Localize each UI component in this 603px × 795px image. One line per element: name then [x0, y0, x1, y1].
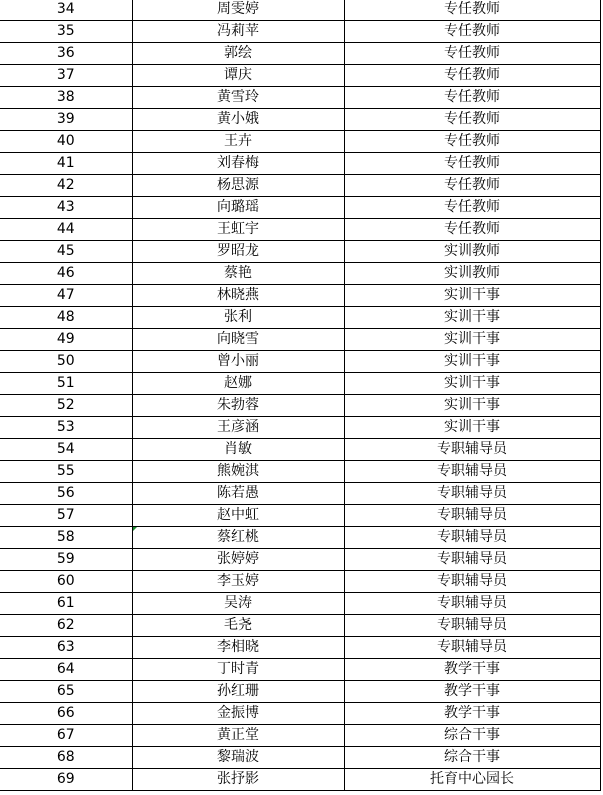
cell-name[interactable]: 黄小娥	[132, 109, 344, 131]
cell-no[interactable]: 40	[0, 131, 132, 153]
cell-no[interactable]: 57	[0, 505, 132, 527]
cell-name[interactable]: 蔡红桃	[132, 527, 344, 549]
cell-role[interactable]: 专任教师	[344, 0, 600, 21]
table-row	[0, 241, 600, 263]
cell-role[interactable]: 专职辅导员	[344, 549, 600, 571]
cell-name[interactable]: 向晓雪	[132, 329, 344, 351]
cell-no[interactable]: 67	[0, 725, 132, 747]
cell-name[interactable]: 冯莉苹	[132, 21, 344, 43]
table-row	[0, 197, 600, 219]
cell-role[interactable]: 专任教师	[344, 43, 600, 65]
cell-name[interactable]: 黎瑞波	[132, 747, 344, 769]
cell-role[interactable]: 教学干事	[344, 681, 600, 703]
cell-role[interactable]: 实训教师	[344, 263, 600, 285]
table-row	[0, 637, 600, 659]
cell-role[interactable]: 专任教师	[344, 175, 600, 197]
table-row	[0, 703, 600, 725]
cell-role[interactable]: 实训教师	[344, 241, 600, 263]
table-row	[0, 0, 600, 21]
cell-role[interactable]: 实训干事	[344, 395, 600, 417]
cell-name[interactable]: 肖敏	[132, 439, 344, 461]
cell-name[interactable]: 金振博	[132, 703, 344, 725]
table-row	[0, 571, 600, 593]
table-row	[0, 549, 600, 571]
table-row	[0, 109, 600, 131]
cell-name[interactable]: 朱勃蓉	[132, 395, 344, 417]
table-row	[0, 593, 600, 615]
cell-name[interactable]: 谭庆	[132, 65, 344, 87]
cell-role[interactable]: 专任教师	[344, 219, 600, 241]
table-row	[0, 65, 600, 87]
cell-no[interactable]: 65	[0, 681, 132, 703]
cell-name[interactable]: 王卉	[132, 131, 344, 153]
table-row	[0, 395, 600, 417]
cell-name[interactable]: 曾小丽	[132, 351, 344, 373]
cell-role[interactable]: 专职辅导员	[344, 439, 600, 461]
table-row	[0, 131, 600, 153]
table-row	[0, 351, 600, 373]
cell-no[interactable]: 47	[0, 285, 132, 307]
table-row	[0, 21, 600, 43]
cell-name[interactable]: 郭绘	[132, 43, 344, 65]
cell-no[interactable]: 55	[0, 461, 132, 483]
cell-no[interactable]: 38	[0, 87, 132, 109]
cell-name[interactable]: 向璐瑶	[132, 197, 344, 219]
cell-name[interactable]: 张利	[132, 307, 344, 329]
cell-role[interactable]: 专职辅导员	[344, 571, 600, 593]
table-row	[0, 659, 600, 681]
cell-name[interactable]: 毛尧	[132, 615, 344, 637]
table-row	[0, 461, 600, 483]
cell-no[interactable]: 42	[0, 175, 132, 197]
cell-no[interactable]: 48	[0, 307, 132, 329]
cell-no[interactable]: 44	[0, 219, 132, 241]
cell-role[interactable]: 专职辅导员	[344, 637, 600, 659]
table-row	[0, 153, 600, 175]
cell-no[interactable]: 46	[0, 263, 132, 285]
cell-role[interactable]: 专职辅导员	[344, 615, 600, 637]
cell-role[interactable]: 实训干事	[344, 285, 600, 307]
cell-name[interactable]: 丁时青	[132, 659, 344, 681]
cell-name[interactable]: 熊婉淇	[132, 461, 344, 483]
cell-no[interactable]: 62	[0, 615, 132, 637]
cell-role[interactable]: 专职辅导员	[344, 483, 600, 505]
table-row	[0, 769, 600, 791]
table-row	[0, 263, 600, 285]
cell-no[interactable]: 51	[0, 373, 132, 395]
cell-no[interactable]: 68	[0, 747, 132, 769]
cell-name[interactable]: 杨思源	[132, 175, 344, 197]
cell-no[interactable]: 56	[0, 483, 132, 505]
table-row	[0, 87, 600, 109]
cell-role[interactable]: 专职辅导员	[344, 505, 600, 527]
cell-role[interactable]: 专任教师	[344, 21, 600, 43]
cell-name[interactable]: 王虹宇	[132, 219, 344, 241]
cell-name[interactable]: 李玉婷	[132, 571, 344, 593]
cell-no[interactable]: 64	[0, 659, 132, 681]
cell-no[interactable]: 54	[0, 439, 132, 461]
cell-name[interactable]: 陈若愚	[132, 483, 344, 505]
cell-role[interactable]: 实训干事	[344, 307, 600, 329]
cell-name[interactable]: 孙红珊	[132, 681, 344, 703]
cell-no[interactable]: 59	[0, 549, 132, 571]
cell-name[interactable]: 刘春梅	[132, 153, 344, 175]
table-row	[0, 505, 600, 527]
table-row	[0, 417, 600, 439]
cell-comment-marker	[133, 527, 137, 531]
cell-name[interactable]: 张婷婷	[132, 549, 344, 571]
table-row	[0, 439, 600, 461]
table-row	[0, 329, 600, 351]
table-row	[0, 483, 600, 505]
table-row	[0, 747, 600, 769]
cell-name[interactable]: 黄雪玲	[132, 87, 344, 109]
cell-name[interactable]: 蔡艳	[132, 263, 344, 285]
cell-no[interactable]: 50	[0, 351, 132, 373]
table-row	[0, 681, 600, 703]
cell-role[interactable]: 实训干事	[344, 329, 600, 351]
cell-no[interactable]: 49	[0, 329, 132, 351]
cell-role[interactable]: 托育中心园长	[344, 769, 600, 791]
cell-no[interactable]: 52	[0, 395, 132, 417]
cell-no[interactable]: 58	[0, 527, 132, 549]
table-row	[0, 527, 600, 549]
table-row	[0, 615, 600, 637]
cell-name[interactable]: 吴涛	[132, 593, 344, 615]
cell-name[interactable]: 赵娜	[132, 373, 344, 395]
cell-no[interactable]: 63	[0, 637, 132, 659]
cell-name[interactable]: 张抒影	[132, 769, 344, 791]
table-row	[0, 43, 600, 65]
table-row	[0, 175, 600, 197]
cell-role[interactable]: 专任教师	[344, 197, 600, 219]
cell-name[interactable]: 王彦涵	[132, 417, 344, 439]
cell-role[interactable]: 实训干事	[344, 417, 600, 439]
table-row	[0, 285, 600, 307]
cell-role[interactable]: 专职辅导员	[344, 461, 600, 483]
cell-name[interactable]: 赵中虹	[132, 505, 344, 527]
cell-no[interactable]: 34	[0, 0, 132, 21]
cell-no[interactable]: 45	[0, 241, 132, 263]
cell-no[interactable]: 35	[0, 21, 132, 43]
cell-role[interactable]: 专任教师	[344, 131, 600, 153]
cell-no[interactable]: 69	[0, 769, 132, 791]
cell-role[interactable]: 专职辅导员	[344, 593, 600, 615]
cell-role[interactable]: 实训干事	[344, 351, 600, 373]
cell-name[interactable]: 黄正堂	[132, 725, 344, 747]
cell-no[interactable]: 36	[0, 43, 132, 65]
cell-role[interactable]: 教学干事	[344, 703, 600, 725]
table-row	[0, 373, 600, 395]
cell-role[interactable]: 专任教师	[344, 153, 600, 175]
cell-no[interactable]: 41	[0, 153, 132, 175]
cell-role[interactable]: 综合干事	[344, 725, 600, 747]
cell-role[interactable]: 专职辅导员	[344, 527, 600, 549]
cell-name[interactable]: 周雯婷	[132, 0, 344, 21]
cell-role[interactable]: 教学干事	[344, 659, 600, 681]
cell-name[interactable]: 林晓燕	[132, 285, 344, 307]
table-row	[0, 219, 600, 241]
cell-no[interactable]: 66	[0, 703, 132, 725]
cell-no[interactable]: 53	[0, 417, 132, 439]
cell-role[interactable]: 综合干事	[344, 747, 600, 769]
table-row	[0, 307, 600, 329]
cell-name[interactable]: 罗昭龙	[132, 241, 344, 263]
cell-no[interactable]: 61	[0, 593, 132, 615]
cell-no[interactable]: 39	[0, 109, 132, 131]
cell-role[interactable]: 实训干事	[344, 373, 600, 395]
cell-role[interactable]: 专任教师	[344, 87, 600, 109]
cell-no[interactable]: 60	[0, 571, 132, 593]
table-row	[0, 725, 600, 747]
cell-no[interactable]: 37	[0, 65, 132, 87]
cell-role[interactable]: 专任教师	[344, 65, 600, 87]
cell-role[interactable]: 专任教师	[344, 109, 600, 131]
cell-name[interactable]: 李相晓	[132, 637, 344, 659]
cell-no[interactable]: 43	[0, 197, 132, 219]
